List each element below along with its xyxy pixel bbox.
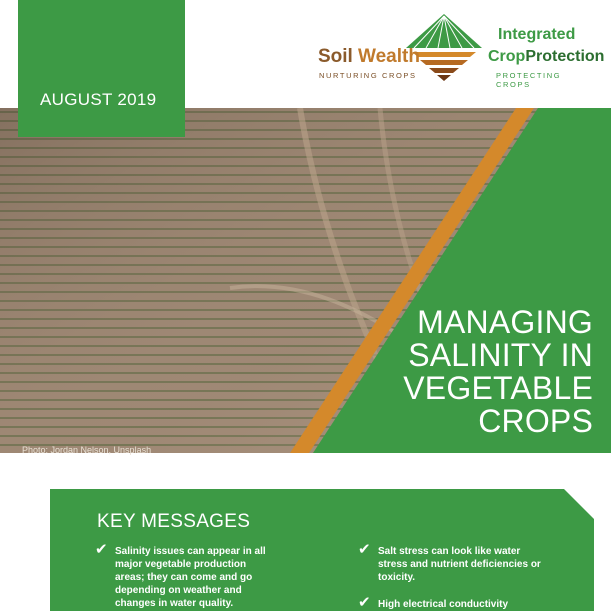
- photo-credit: Photo: Jordan Nelson, Unsplash: [22, 445, 152, 455]
- soilwealth-tagline: NURTURING CROPS: [319, 71, 417, 80]
- key-message-item: [358, 594, 548, 611]
- icp-tagline: PROTECTING CROPS: [496, 71, 562, 89]
- checkmark-icon: ✔: [358, 541, 371, 558]
- title-line-2: SALINITY IN: [408, 337, 593, 373]
- key-messages-heading: KEY MESSAGES: [97, 511, 251, 532]
- logo-group: [318, 12, 605, 89]
- key-message-text: Salinity issues can appear in all major vegetable production areas; they can come and go depending on weather and changes in water quality.: [115, 546, 266, 609]
- title-line-1: MANAGING: [417, 304, 593, 340]
- icp-name-protection: Protection: [525, 48, 605, 65]
- key-message-text: High electrical conductivity: [378, 599, 509, 610]
- title-line-4: CROPS: [478, 403, 593, 439]
- date-tab: [18, 0, 185, 137]
- icp-name-line1: Integrated: [498, 26, 576, 43]
- soilwealth-name-part1: Soil: [318, 46, 353, 67]
- key-message-item: [95, 541, 275, 610]
- key-message-text: Salt stress can look like water stress and nutrient deficiencies or toxicity.: [378, 546, 541, 583]
- checkmark-icon: ✔: [358, 594, 371, 611]
- title-line-3: VEGETABLE: [403, 370, 593, 406]
- page-title: [403, 306, 593, 438]
- issue-date: AUGUST 2019: [40, 90, 157, 109]
- checkmark-icon: ✔: [95, 541, 108, 558]
- key-message-item: [358, 541, 548, 584]
- icp-name-line2: [488, 48, 604, 66]
- icp-name-crop: Crop: [488, 48, 526, 65]
- soilwealth-name-part2: Wealth: [358, 46, 420, 67]
